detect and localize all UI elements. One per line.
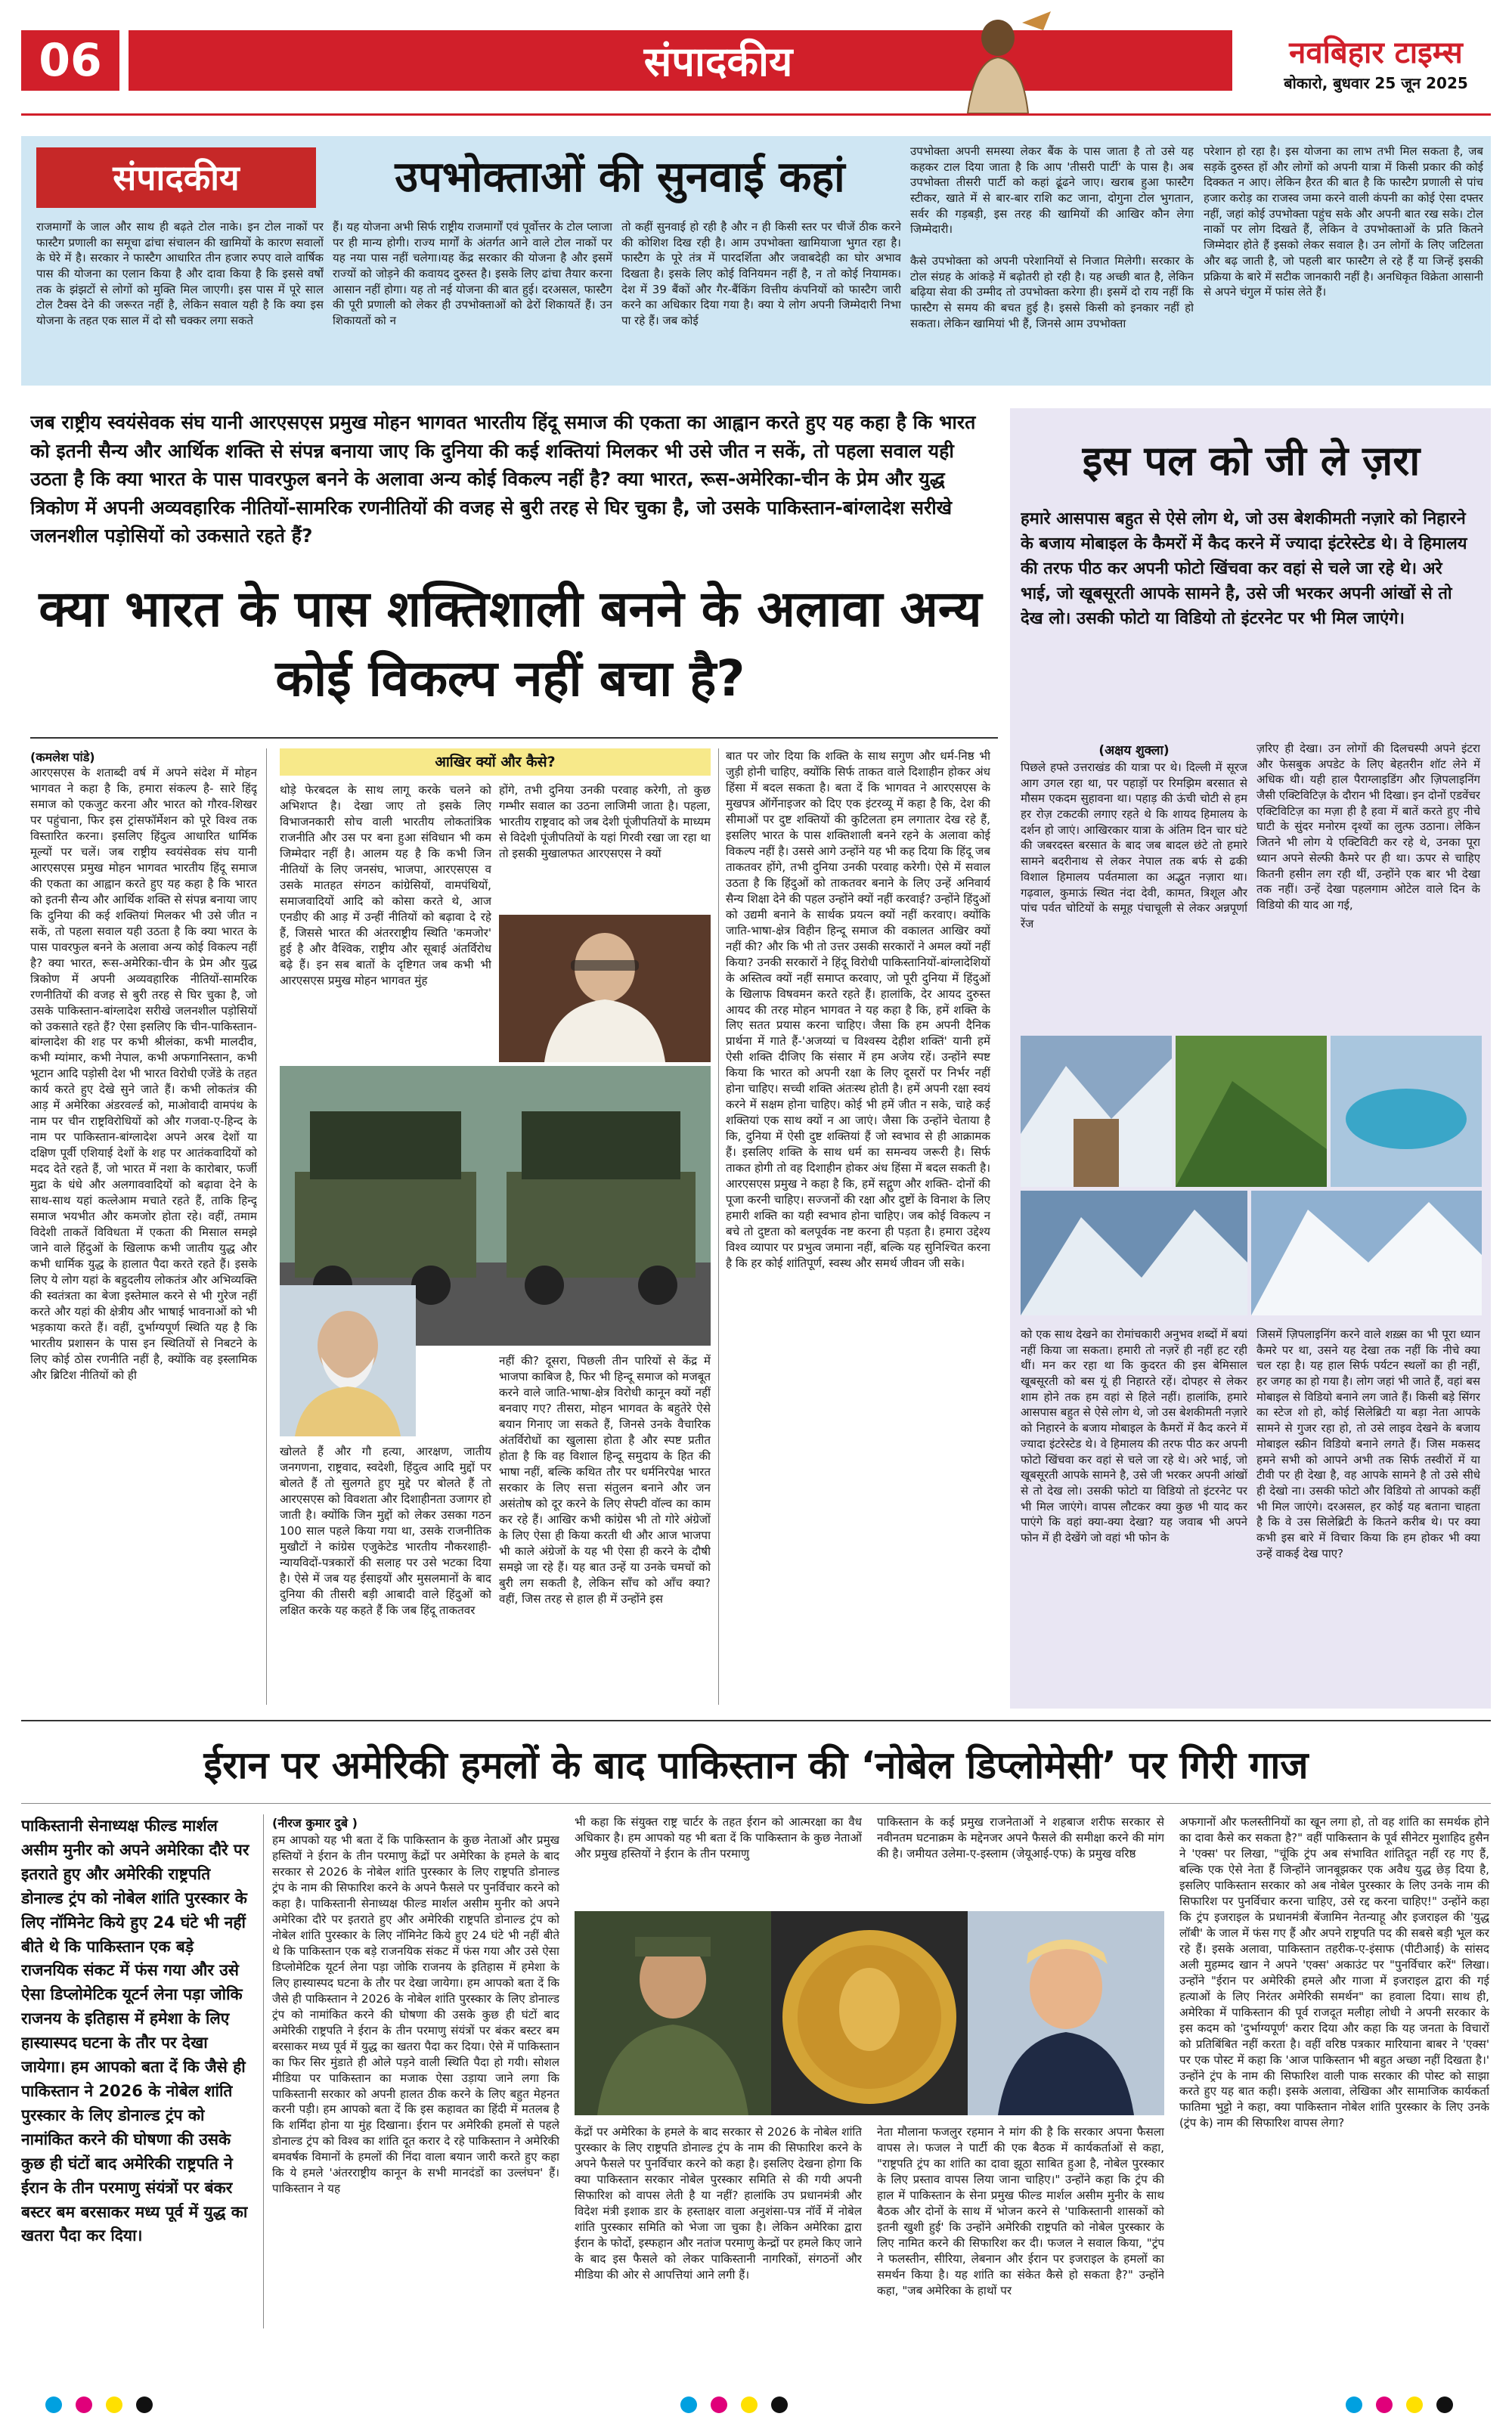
editorial-col-4: उपभोक्ता अपनी समस्या लेकर बैंक के पास जाता है तो उसे यह कहकर टाल दिया जाता है कि आप 'तीसरी पार्टी' के पास है। अब उपभोक्ता तीसरी पार्टी को कहां ढूंढने जाए। खराब हुआ फास्टैग स्टीकर, खाते में से बार-बार राशि कट जाना, दोगुना टोल भुगतान, सर्वर की गड़बड़ी, इस तरह की खामियों की आखिर कौन लेगा जिम्मेदारी। कैसे उपभोक्ता को अपनी परेशानियों से निजात मिलेगी। सरकार के टोल संग्रह के आंकड़े में बढ़ोतरी हो रही है। यह अच्छी बात है, लेकिन बढ़िया सेवा की उम्मीद तो उपभोक्ता करेगा ही। इसमें दो राय नहीं कि फास्टैग से समय की बचत हुई है। इससे किसी को इनकार नहीं हो सकता। लेकिन खामियां भी हैं, जिनसे आम उपभोक्ता xyxy=(910,144,1194,330)
lead-col-2-lower: खोलते हैं और गौ हत्या, आरक्षण, जातीय जनगणना, राष्ट्रवाद, स्वदेशी, हिंदुत्व आदि मुद्दों पर बोलते हैं तो सुलगते हुए मुद्दे पर बोलते हैं तो आरएसएस को विवशता और दिशाहीनता उजागर हो जाती है। क्योंकि जिन मुद्दों को लेकर उसका गठन 100 साल पहले किया गया था, उसके राजनीतिक मुखौटों ने कांग्रेस एजुकेटेड भारतीय नौकरशाही-न्यायविदों-पत्रकारों की सलाह पर उसे भटका दिया है। ऐसे में जब यह ईसाइयों और मुसलमानों के बाद दुनिया की तीसरी बड़ी आबादी वाले हिंदुओं को लक्षित करके यह कहते हैं कि जब हिंदू ताकतवर xyxy=(280,1445,491,1617)
registration-marks xyxy=(0,2381,1512,2427)
bottom-col-3: पाकिस्तान के कई प्रमुख राजनेताओं ने शहबाज शरीफ सरकार से नवीनतम घटनाक्रम के मद्देनजर अपने फैसले की समीक्षा करने की मांग की है। जमीयत उलेमा-ए-इस्लाम (जेयूआई-एफ) के प्रमुख वरिष्ठ xyxy=(877,1815,1164,1860)
section-title: संपादकीय xyxy=(643,38,793,85)
himalaya-collage xyxy=(1021,1036,1482,1315)
side-col-1-lower: को एक साथ देखने का रोमांचकारी अनुभव शब्दों में बयां नहीं किया जा सकता। हमारी तो नज़रें ही नहीं हट रही थीं। मन कर रहा था कि कुदरत की इस बेमिसाल खूबसूरती को बस यूं ही निहारते रहें। दोपहर से लेकर शाम होने तक हम वहां से हिले नहीं। हालांकि, हमारे आसपास बहुत से ऐसे लोग थे, जो उस बेशकीमती नज़ारे को निहारने के बजाय मोबाइल के कैमरों में कैद करने में ज्यादा इंटरेस्टेड थे। वे हिमालय की तरफ पीठ कर अपनी फोटो खिंचवा कर वहां से चले जा रहे थे। अरे भाई, जो खूबसूरती आपके सामने है, उसे जी भरकर अपनी आंखों से तो देख लो। उसकी फोटो या विडियो तो इंटरनेट पर भी मिल जाएंगे। वापस लौटकर क्या कुछ भी याद कर पाएंगे कि वहां क्या-क्या देखा? यह जवाब भी अपने फोन में ही देखेंगे जो वहां भी फोन के xyxy=(1021,1328,1247,1544)
bottom-intro: पाकिस्तानी सेनाध्यक्ष फील्ड मार्शल असीम मुनीर को अपने अमेरिका दौरे पर इतराते हुए और अमेरिकी राष्ट्रपति डोनाल्ड ट्रंप को नोबेल शांति पुरस्कार के लिए नॉमिनेट किये हुए 24 घंटे भी नहीं बीते थे कि पाकिस्तान एक बड़े राजनयिक संकट में फंस गया और उसे ऐसा डिप्लोमेटिक यूटर्न लेना पड़ा जोकि राजनय के इतिहास में हमेशा के लिए हास्यास्पद घटना के तौर पर देखा जायेगा। हम आपको बता दें कि जैसे ही पाकिस्तान ने 2026 के नोबेल शांति पुरस्कार के लिए डोनाल्ड ट्रंप को नामांकित करने की घोषणा की उसके कुछ ही घंटों बाद अमेरिकी राष्ट्रपति ने ईरान के तीन परमाणु संयंत्रों पर बंकर बस्टर बम बरसाकर मध्य पूर्व में युद्ध का खतरा पैदा कर दिया। xyxy=(21,1817,249,2245)
paper-name: नवबिहार टाइम्स xyxy=(1289,36,1463,70)
editorial-col-2: हैं। यह योजना अभी सिर्फ राष्ट्रीय राजमार्गों एवं पूर्वोत्तर के टोल प्लाजा पर ही मान्य होगी। राज्य मार्गों के अंतर्गत आने वाले टोल नाकों पर यह नया पास नहीं चलेगा।यह केंद्र सरकार की योजना है और इसमें राज्यों को जोड़ने की कवायद दुरुस्त है। इसके लिए ढांचा तैयार करना आसान नहीं होगा। यह तो नई योजना की बात हुई। दरअसल, फास्टैग की पूरी प्रणाली को लेकर ही उपभोक्ताओं को ढेरों शिकायतें हैं। उन शिकायतों को न xyxy=(333,220,612,328)
side-col-2-lower: जिसमें ज़िपलाइनिंग करने वाले शख़्स का भी पूरा ध्यान कैमरे पर था, उसने यह देखा तक नहीं कि नीचे क्या चल रहा है। यह हाल सिर्फ पर्यटन स्थलों का ही नहीं, हर जगह का हो गया है। लोग जहां भी जाते हैं, वहां बस मोबाइल से विडियो बनाने लग जाते हैं। किसी बड़े सिंगर का स्टेज शो हो, कोई सिलेब्रिटी या बड़ा नेता आपके सामने से गुजर रहा हो, तो उसे लाइव देखने के बजाय मोबाइल स्क्रीन विडियो बनाने लगते हैं। जिस मकसद हमने सभी को आपने अभी तक सिर्फ तस्वीरों में या टीवी पर ही देखा है, वह आपके सामने है तो उसे सीधे ही देखो ना। उसकी फोटो और विडियो तो आपको कहीं भी मिल जाएंगे। दरअसल, हर कोई यह बताना चाहता है कि वे उस सिलेब्रिटी के कितने करीब थे। पर क्या कभी इस बारे में विचार किया कि हम होकर भी क्या उन्हें वाकई देख पाए? xyxy=(1256,1328,1480,1560)
modi-photo xyxy=(280,1285,416,1436)
bottom-col-3-lower: नेता मौलाना फजलुर रहमान ने मांग की है कि सरकार अपना फैसला वापस ले। फजल ने पार्टी की एक बैठक में कार्यकर्ताओं से कहा, "राष्ट्रपति ट्रंप का शांति का दावा झूठा साबित हुआ है, नोबेल पुरस्कार के लिए प्रस्ताव वापस लिया जाना चाहिए।" उन्होंने कहा कि ट्रंप की हाल में पाकिस्तान के सेना प्रमुख फील्ड मार्शल असीम मुनीर के साथ बैठक और दोनों के साथ में भोजन करने से 'पाकिस्तानी शासकों को इतनी खुशी हुई' कि उन्होंने अमेरिकी राष्ट्रपति को नोबेल पुरस्कार के लिए नामित करने की सिफारिश कर दी। फजल ने सवाल किया, "ट्रंप ने फलस्तीन, सीरिया, लेबनान और ईरान पर इजराइल के हमलों का समर्थन किया है। यह शांति का संकेत कैसे हो सकता है?" उन्होंने कहा, "जब अमेरिका के हाथों पर xyxy=(877,2125,1164,2297)
lead-col-4: बात पर जोर दिया कि शक्ति के साथ सगुण और धर्म-निष्ठ भी जुड़ी होनी चाहिए, क्योंकि सिर्फ ताकत वाले दिशाहीन होकर अंध हिंसा में बदल सकता है। बता दें कि भागवत ने आरएसएस के मुखपत्र ऑर्गेनाइजर को दिए एक इंटरव्यू में कहा है कि, देश की सीमाओं पर दुष्ट शक्तियों की कुटिलता हम लगातार देख रहे हैं, इसलिए भारत के पास शक्तिशाली बनने रहने के अलावा कोई विकल्प नहीं है। उससे आगे उन्होंने यह भी कह दिया कि हिंदू जब ताकतवर होंगे, तभी दुनिया उनकी परवाह करेगी। ऐसे में सवाल उठता है कि हिंदुओं को ताकतवर बनाने के लिए उन्हें अनिवार्य सैन्य शिक्षा देने की पहल उन्होंने क्यों नहीं करवाई? उन्होंने हिंदुओं को उद्यमी बनाने के सार्थक प्रयत्न क्यों नहीं करवाए। क्योंकि जाति-भाषा-क्षेत्र विहीन हिन्दू समाज की वकालत आखिर क्यों नहीं की? और कि भी तो उत्तर उसकी सरकारों ने अमल क्यों नहीं किया? उनकी सरकारों ने हिंदू विरोधी पाकिस्तानियों-बांग्लादेशियों के अस्तित्व क्यों नहीं समाप्त करवाए, जो पूरी दुनिया में हिंदुओं के खिलाफ विषवमन करते रहते हैं। हालांकि, देर आयद दुरुस्त आयद की तरह मोहन भागवत ने यह कहा है कि, हमें शक्ति के लिए सतत प्रयास करना चाहिए। जैसा कि हम अपनी दैनिक प्रार्थना में गाते हैं-'अजय्यां च विश्वस्य देहीश शक्तिं' यानी हमें ऐसी शक्ति दीजिए कि संसार में हम अजेय रहें। उन्होंने स्पष्ट किया कि भारत को अपनी रक्षा के लिए दूसरों पर निर्भर नहीं होना चाहिए। सच्ची शक्ति अंतःस्थ होती है। हमें अपनी रक्षा स्वयं करने में सक्षम होना चाहिए। कोई भी हमें जीत न सके, चाहे कई शक्तियां एक साथ क्यों न आ जाएं। जैसा कि उन्होंने चेताया है कि, दुनिया में ऐसी दुष्ट शक्तियां हैं जो स्वभाव से ही आक्रामक हैं। इसलिए शक्ति के साथ धर्म का समन्वय जरूरी है। सिर्फ ताकत होगी तो वह दिशाहीन होकर अंध हिंसा में बदल सकती है। आरएसएस प्रमुख ने कहा है कि, हमें सद्गुण और शक्ति- दोनों की पूजा करनी चाहिए। सज्जनों की रक्षा और दुष्टों के विनाश के लिए हमारी शक्ति का यही स्वभाव होना चाहिए। जब कोई विकल्प न बचे तो दुष्टता को बलपूर्वक नष्ट करना ही पड़ता है। हमारा उद्देश्य विश्व व्यापार पर प्रभुत्व जमाना नहीं, बल्कि यह सुनिश्चित करना है कि हर कोई शांतिपूर्ण, स्वस्थ और समर्थ जीवन जी सके। xyxy=(726,749,990,1270)
lead-col-2: थोड़े फेरबदल के साथ लागू करके चलने को अभिशप्त है। देखा जाए तो इसके लिए विभाजनकारी सोच वाली भारतीय लोकतांत्रिक राजनीति और उस पर बना हुआ संविधान भी कम जिम्मेदार नहीं है। आलम यह है कि कभी जिन नीतियों के लिए जनसंघ, भाजपा, आरएसएस व उसके मातहत संगठन कांग्रेसियों, वामपंथियों, समाजवादियों आदि को कोसा करते थे, आज एनडीए की आड़ में उन्हीं नीतियों को बढ़ावा दे रहे हैं, जिससे भारत की अंतरराष्ट्रीय स्थिति 'कमजोर' हुई है और वैश्विक, राष्ट्रीय और सूबाई अंतर्विरोध बढ़े हैं। इन सब बातों के दृष्टिगत जब कभी भी आरएसएस प्रमुख मोहन भागवत मुंह xyxy=(280,783,491,987)
side-byline: (अक्षय शुक्ला) xyxy=(1098,743,1170,758)
munir-trump-nobel-photo xyxy=(575,1911,1164,2115)
bottom-col-2: भी कहा कि संयुक्त राष्ट्र चार्टर के तहत ईरान को आत्मरक्षा का वैध अधिकार है। हम आपको यह भी बता दें कि पाकिस्तान के कुछ नेताओं और प्रमुख हस्तियों ने ईरान के तीन परमाणु xyxy=(575,1815,862,1860)
dateline: बोकारो, बुधवार 25 जून 2025 xyxy=(1284,74,1468,92)
bottom-col-2-lower: केंद्रों पर अमेरिका के हमले के बाद सरकार से 2026 के नोबेल शांति पुरस्कार के लिए राष्ट्रपति डोनाल्ड ट्रंप के नाम की सिफारिश करने के अपने फैसले पर पुनर्विचार करने को कहा है। इसलिए देखना होगा कि क्या पाकिस्तान सरकार नोबेल पुरस्कार समिति से की गयी अपनी सिफारिश को वापस लेती है या नहीं? हालांकि उप प्रधानमंत्री और विदेश मंत्री इशाक डार के हस्ताक्षर वाला अनुशंसा-पत्र नॉर्वे में नोबेल शांति पुरस्कार समिति को भेजा जा चुका है। लेकिन अमेरिका द्वारा ईरान के फोर्दो, इस्फहान और नतांज परमाणु केन्द्रों पर हमले किए जाने के बाद इस फैसले को लेकर पाकिस्तानी नागरिकों, संगठनों और मीडिया की ओर से आपत्तियां आने लगी हैं। xyxy=(575,2125,862,2282)
lead-byline: (कमलेश पांडे) xyxy=(30,750,95,764)
editorial-col-5: परेशान हो रहा है। इस योजना का लाभ तभी मिल सकता है, जब सड़कें दुरुस्त हों और लोगों को अपनी यात्रा में किसी प्रकार की कोई दिक्कत न आए। लेकिन हैरत की बात है कि फास्टैग प्रणाली से पांच हजार करोड़ का राजस्व जमा करने वाली कंपनी का कोई ऐसा दफ्तर नहीं, जहां कोई उपभोक्ता पहुंच सके और अपनी बात रख सके। टोल नाकों पर लोग दिखते हैं, लेकिन वे उपभोक्ताओं के प्रति कितने जिम्मेदार होते हैं इसको लेकर सवाल है। उन लोगों के लिए जटिलता और बढ़ जाती है, जो पहली बार फास्टैग ले रहे हैं या जिन्हें इसकी प्रक्रिया के बारे में सटीक जानकारी नहीं है। अनधिकृत विक्रेता आसानी से अपने चंगुल में फांस लेते हैं। xyxy=(1204,144,1483,299)
editorial-label: संपादकीय xyxy=(36,147,316,208)
editorial-col-1: राजमार्गों के जाल और साथ ही बढ़ते टोल नाके। इन टोल नाकों पर फास्टैग प्रणाली का समूचा ढांचा संचालन की खामियों के कारण सवालों के घेरे में है। सरकार ने फास्टैग आधारित तीन हजार रुपए वाले वार्षिक पास की योजना का एलान किया है और दावा किया है कि इससे वर्षों तक के झंझटों से लोगों को मुक्ति मिल जाएगी। इस पास में पूरे साल टोल टैक्स देने की जरूरत नहीं है, लेकिन सवाल यही है कि क्या इस योजना के तहत एक साल में दो सौ चक्कर लगा सकते xyxy=(36,220,324,328)
lead-col-3: होंगे, तभी दुनिया उनकी परवाह करेगी, तो कुछ गम्भीर सवाल का उठना लाजिमी जाता है। पहला, भारतीय राष्ट्रवाद को जब देशी पूंजीपतियों के माध्यम से विदेशी पूंजीपतियों के यहां गिरवी रखा जा रहा था तो इसकी मुखालफत आरएसएस ने क्यों xyxy=(499,783,711,860)
bottom-col-4: अफगानों और फलस्तीनियों का खून लगा हो, तो वह शांति का समर्थक होने का दावा कैसे कर सकता है?" वहीं पाकिस्तान के पूर्व सीनेटर मुशाहिद हुसैन ने 'एक्स' पर लिखा, "चूंकि ट्रंप अब संभावित शांतिदूत नहीं रह गए हैं, बल्कि एक ऐसे नेता हैं जिन्होंने जानबूझकर एक अवैध युद्ध छेड़ दिया है, इसलिए पाकिस्तान सरकार को अब नोबेल पुरस्कार के लिए उनके नाम की सिफारिश पर पुनर्विचार करना चाहिए, उसे रद्द करना चाहिए!" उन्होंने कहा कि ट्रंप इजराइल के प्रधानमंत्री बेंजामिन नेतन्याहू और इजराइल की 'युद्ध लॉबी' के जाल में फंस गए हैं और अपने राष्ट्रपति पद की सबसे बड़ी भूल कर रहे हैं। इसके अलावा, पाकिस्तान तहरीक-ए-इंसाफ (पीटीआई) के सांसद अली मुहम्मद खान ने अपने 'एक्स' अकाउंट पर "पुनर्विचार करें" लिखा। उन्होंने "ईरान पर अमेरिकी हमले और गाजा में इजराइल द्वारा की गई हत्याओं के लिए निरंतर अमेरिकी समर्थन" का हवाला दिया। साथ ही, अमेरिका में पाकिस्तान की पूर्व राजदूत मलीहा लोधी ने अपनी सरकार के इस कदम को 'दुर्भाग्यपूर्ण' करार दिया और कहा कि यह जनता के विचारों को प्रतिबिंबित नहीं करता है। वहीं वरिष्ठ पत्रकार मारियाना बाबर ने 'एक्स' पर एक पोस्ट में कहा कि 'आज पाकिस्तान भी बहुत अच्छा नहीं दिखता है।' उन्होंने ट्रंप के नाम की सिफारिश वाली पाक सरकार की पोस्ट को साझा करते हुए यह बात कही। इसके अलावा, लेखिका और सामाजिक कार्यकर्ता फातिमा भुट्टो ने कहा, क्या पाकिस्तान नोबेल शांति पुरस्कार के लिए उनके (ट्रंप के) नाम की सिफारिश वापस लेगा? xyxy=(1179,1815,1489,2130)
lead-col-1: आरएसएस के शताब्दी वर्ष में अपने संदेश में मोहन भागवत ने कहा है कि, हमारा संकल्प है- सारे हिंदू समाज को एकजुट करना और भारत को गौरव-शिखर पर पहुंचाना, फिर इस ट्रांसफॉर्मेशन को पूरे विश्व तक विस्तारित करना। इसलिए हिंदुत्व आधारित धार्मिक मूल्यों पर चलें। जब राष्ट्रीय स्वयंसेवक संघ यानी आरएसएस प्रमुख मोहन भागवत भारतीय हिंदू समाज की एकता का आह्वान करते हुए यह कहा है कि भारत को इतनी सैन्य और आर्थिक शक्ति से संपन्न बनाया जाए कि दुनिया की कई शक्तियां मिलकर भी उसे जीत न सकें, तो पहला सवाल यही उठता है कि क्या भारत के पास पावरफुल बनने के अलावा अन्य कोई विकल्प नहीं है? क्या भारत, रूस-अमेरिका-चीन के प्रेम और युद्ध त्रिकोण में अपनी अव्यवहारिक नीतियों-सामरिक रणनीतियों की वजह से बुरी तरह से घिर चुका है, जो उसके पाकिस्तान-बांग्लादेश सरीखे जलनशील पड़ोसियों को उकसाते रहते हैं? ऐसा इसलिए कि चीन-पाकिस्तान-बांग्लादेश की शह पर कभी श्रीलंका, कभी मालदीव, कभी म्यांमार, कभी नेपाल, कभी अफगानिस्तान, कभी भूटान आदि पड़ोसी देश भी भारत विरोधी एजेंडे के तहत कार्य करते हुए देखे सुने जाते हैं। कभी लोकतंत्र की आड़ में अमेरिका अंडरवर्ल्ड को, माओवादी वामपंथ के नाम पर चीन राष्ट्रविरोधियों को और गजवा-ए-हिन्द के नाम पर पाकिस्तान-बांग्लादेश अपने अरब देशों या दक्षिण पूर्वी एशियाई देशों के शह पर आतंकवादियों को मदद देते रहते हैं, जो भारत में नशा के कारोबार, फर्जी मुद्रा के धंधे और अलगाववादियों को बढ़ावा देने के साथ-साथ यहां कत्लेआम मचाते रहते हैं, ताकि हिन्दू समाज भयभीत और कमजोर होता रहे। वहीं, तमाम विदेशी ताकतें विविधता में एकता की मिसाल समझे जाने वाले हिंदुओं के खिलाफ कभी जातीय युद्ध और कभी धार्मिक युद्ध के हालात पैदा करते रहते हैं। इसके लिए ये लोग यहां के बहुदलीय लोकतंत्र और अभिव्यक्ति की स्वतंत्रता का बेजा इस्तेमाल करने से भी गुरेज नहीं करते और यहां की क्षेत्रीय और भाषाई भावनाओं को भी भड़काया करते हैं। वहीं, दुर्भाग्यपूर्ण स्थिति यह है कि भारतीय प्रशासन के पास इन स्थितियों से निबटने के लिए कोई ठोस रणनीति नहीं है, क्योंकि वह इस्लामिक और ब्रिटिश नीतियों को ही xyxy=(30,766,257,1382)
header-rule xyxy=(21,113,1491,116)
bottom-col-1: हम आपको यह भी बता दें कि पाकिस्तान के कुछ नेताओं और प्रमुख हस्तियों ने ईरान के तीन परमाणु केंद्रों पर अमेरिका के हमले के बाद सरकार से 2026 के नोबेल शांति पुरस्कार के लिए राष्ट्रपति डोनाल्ड ट्रंप के नाम की सिफारिश करने के अपने फैसले पर पुनर्विचार करने को कहा है। पाकिस्तानी सेनाध्यक्ष फील्ड मार्शल असीम मुनीर को अपने अमेरिका दौरे पर इतराते हुए और अमेरिकी राष्ट्रपति डोनाल्ड ट्रंप को नोबेल शांति पुरस्कार के लिए नॉमिनेट किये हुए 24 घंटे भी नहीं बीते थे कि पाकिस्तान एक बड़े राजनयिक संकट में फंस गया और उसे ऐसा डिप्लोमेटिक यूटर्न लेना पड़ा जोकि राजनय के इतिहास में हमेशा के लिए हास्यास्पद घटना के तौर पर देखा जायेगा। हम आपको बता दें कि जैसे ही पाकिस्तान ने 2026 के नोबेल शांति पुरस्कार के लिए डोनाल्ड ट्रंप को नामांकित करने की घोषणा की उसके कुछ ही घंटों बाद अमेरिकी राष्ट्रपति ने ईरान के तीन परमाणु संयंत्रों पर बंकर बस्टर बम बरसाकर मध्य पूर्व में युद्ध का खतरा पैदा कर दिया। ऐसे में पाकिस्तान का फिर सिर मुंडाते ही ओले पड़ने वाली स्थिति पैदा हो गयी। सोशल मीडिया पर पाकिस्तान का मजाक ऐसा उड़ाया जाने लगा कि पाकिस्तानी सरकार को अपनी हालत ठीक करने के लिए बहुत मेहनत करनी पड़ी। हम आपको बता दें कि इस कहावत का हिंदी में मतलब है कि शर्मिंदा होना या मुंह दिखाना। ईरान पर अमेरिकी हमलों से पहले डोनाल्ड ट्रंप को विश्व का शांति दूत करार दे रहे पाकिस्तान ने अमेरिकी बमवर्षक विमानों के हमलों की निंदा वाला बयान जारी करते हुए कहा कि ये हमले 'अंतरराष्ट्रीय कानून के सभी मानदंडों का उल्लंघन' हैं। पाकिस्तान ने यह xyxy=(272,1833,559,2196)
bhagwat-photo xyxy=(499,915,711,1062)
lead-col-3-lower: नहीं की? दूसरा, पिछली तीन पारियों से केंद्र में भाजपा काबिज है, फिर भी हिन्दू समाज को मजबूत करने वाले जाति-भाषा-क्षेत्र विरोधी कानून क्यों नहीं बनवाए गए? तीसरा, मोहन भागवत के बहुतेरे ऐसे बयान गिनाए जा सकते हैं, जिनसे उनके वैचारिक अंतर्विरोधों का खुलासा होता है और स्पष्ट प्रतीत होता है कि वह विशाल हिन्दू समुदाय के हित की भाषा नहीं, बल्कि कथित तौर पर धर्मनिरपेक्ष भारत सरकार के लिए सत्ता संतुलन बनाने और जन असंतोष को दूर करने के लिए सेफ्टी वॉल्व का काम कर रहे हैं। आखिर कभी कांग्रेस भी तो गोरे अंग्रेजों के लिए ऐसा ही किया करती थी और आज भाजपा भी काले अंग्रेजों के यह भी ऐसा ही करने के दौषी समझे जा रहे हैं। यह बात उन्हें या उनके चमचों को बुरी लग सकती है, लेकिन साँच को आँच क्या? वहीं, जिस तरह से हाल ही में उन्होंने इस xyxy=(499,1354,711,1606)
photo-temple-building xyxy=(1074,1119,1119,1187)
bottom-byline: (नीरज कुमार दुबे ) xyxy=(272,1816,358,1830)
side-headline: इस पल को जी ले ज़रा xyxy=(1082,437,1421,485)
editorial-headline: उपभोक्ताओं की सुनवाई कहां xyxy=(395,153,845,202)
lead-rule xyxy=(30,737,998,739)
bottom-headline: ईरान पर अमेरिकी हमलों के बाद पाकिस्तान की ‘नोबेल डिप्लोमेसी’ पर गिरी गाज xyxy=(203,1743,1309,1787)
side-col-2: ज़रिए ही देखा। उन लोगों की दिलचस्पी अपने इंटरा और फेसबुक अपडेट के लिए बेहतरीन शॉट लेने में अधिक थी। यही हाल पैराग्लाइडिंग और ज़िपलाइनिंग जैसी एक्टिविटिज़ के दौरान भी दिखा। इन दोनों एडवेंचर एक्टिविटिज़ का मज़ा ही है हवा में बातें करते हुए नीचे घाटी के सुंदर मनोरम दृश्यों का लुत्फ उठाना। लेकिन जितने भी लोग ये एक्टिविटी कर रहे थे, उनका पूरा ध्यान अपने सेल्फी कैमरे पर ही था। ऊपर से चाहिए कितनी हसीन लग रही थीं, उन्होंने एक बार भी देखा तक नहीं। उन्हें देखा पहलगाम ओटेल वाले दिन के विडियो की याद आ गई, xyxy=(1256,742,1480,912)
gandhi-illustration xyxy=(937,8,1058,113)
side-intro: हमारे आसपास बहुत से ऐसे लोग थे, जो उस बेशकीमती नज़ारे को निहारने के बजाय मोबाइल के कैमरों में कैद करने में ज्यादा इंटरेस्टेड थे। वे हिमालय की तरफ पीठ कर अपनी फोटो खिंचवा कर वहां से चले जा रहे थे। अरे भाई, जो खूबसूरती आपके सामने है, उसे जी भरकर अपनी आंखों से तो देख लो। उसकी फोटो या विडियो तो इंटरनेट पर भी मिल जाएंगे। xyxy=(1021,510,1467,628)
lead-subhead: आखिर क्यों और कैसे? xyxy=(280,748,711,776)
page-number: 06 xyxy=(21,30,119,91)
photo-lake-water xyxy=(1346,1089,1467,1149)
lead-headline: क्या भारत के पास शक्तिशाली बनने के अलावा अन्य कोई विकल्प नहीं बचा है? xyxy=(39,580,982,708)
side-col-1: पिछले हफ्ते उत्तराखंड की यात्रा पर थे। दिल्ली में सूरज आग उगल रहा था, पर पहाड़ों पर रिमझिम बरसात से मौसम एकदम सुहावना था। पहाड़ की ऊंची चोटी से हम हर रोज़ टकटकी लगाए रहते थे कि शायद हिमालय के दर्शन हो जाएं। आखिरकार यात्रा के अंतिम दिन चार घंटे की जबरदस्त बरसात के बाद जब बादल छंटे तो हमारे सामने बदरीनाथ से लेकर नेपाल तक बर्फ से ढकी विशाल हिमालय पर्वतमाला का अद्भुत नज़ारा था। गढ़वाल, कुमाऊं स्थित नंदा देवी, कामत, त्रिशूल और पांच पर्वत चोटियों के समूह पंचाचूली से लेकर अन्नपूर्णा रेंज xyxy=(1021,761,1247,931)
editorial-col-3: तो कहीं सुनवाई हो रही है और न ही किसी स्तर पर चीजें ठीक करने की कोशिश दिख रही है। आम उपभोक्ता खामियाजा भुगत रहा है। फास्टैग के पूरे तंत्र में पारदर्शिता और जवाबदेही का घोर अभाव दिखता है। इसके लिए कोई विनियमन नहीं है, न तो कोई नियामक। देश में 39 बैंकों और गैर-बैंकिंग वित्तीय कंपनियों को फास्टैग जारी करने का अधिकार दिया गया है। क्या ये लोग अपनी जिम्मेदारी निभा पा रहे हैं। जब कोई xyxy=(621,220,901,328)
lead-intro: जब राष्ट्रीय स्वयंसेवक संघ यानी आरएसएस प्रमुख मोहन भागवत भारतीय हिंदू समाज की एकता का आह्वान करते हुए यह कहा है कि भारत को इतनी सैन्य और आर्थिक शक्ति से संपन्न बनाया जाए कि दुनिया की कई शक्तियां मिलकर भी उसे जीत न सकें, तो पहला सवाल यही उठता है कि क्या भारत के पास पावरफुल बनने के अलावा अन्य कोई विकल्प नहीं है? क्या भारत, रूस-अमेरिका-चीन के प्रेम और युद्ध त्रिकोण में अपनी अव्यवहारिक नीतियों-सामरिक रणनीतियों की वजह से बुरी तरह से घिर चुका है, जो उसके पाकिस्तान-बांग्लादेश सरीखे जलनशील पड़ोसियों को उकसाते रहते हैं? xyxy=(30,411,976,547)
page-header xyxy=(0,0,1512,121)
